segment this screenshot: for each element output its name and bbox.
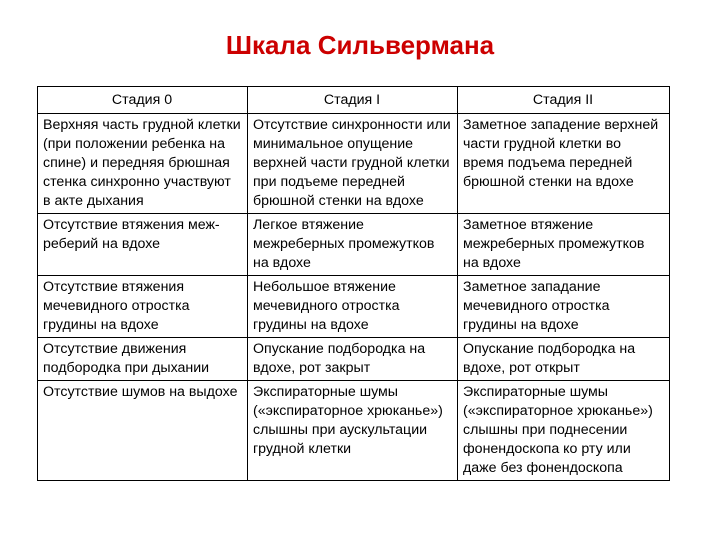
- table-cell: Заметное западение верхней части грудной клетки во время подъема передней брюшной стенки на вдохе: [458, 114, 670, 214]
- table-cell: Отсутствие шумов на выдохе: [38, 381, 248, 481]
- table-cell: Экспираторные шумы («экспираторное хрюканье») слышны при аускультации грудной клетки: [248, 381, 458, 481]
- table-row-chin: [38, 338, 670, 381]
- table-header-row: [38, 87, 670, 114]
- table-cell: Заметное втяжение межреберных промежутков на вдохе: [458, 214, 670, 276]
- header-stage-0: Стадия 0: [38, 87, 248, 114]
- table-cell: Небольшое втяжение мечевидного отростка грудины на вдохе: [248, 276, 458, 338]
- table-cell: Отсутствие втяжения меж-реберий на вдохе: [38, 214, 248, 276]
- page-title: Шкала Сильвермана: [225, 30, 495, 60]
- table-cell: Опускание подбородка на вдохе, рот закрыт: [248, 338, 458, 381]
- table-cell: Верхняя часть грудной клетки (при положении ребенка на спине) и передняя брюшная стенка синхронно участвуют в акте дыхания: [38, 114, 248, 214]
- table-cell: Опускание подбородка на вдохе, рот открыт: [458, 338, 670, 381]
- table-cell: Отсутствие синхронности или минимальное опущение верхней части грудной клетки при подъеме передней брюшной стенки на вдохе: [248, 114, 458, 214]
- table-row-expiratory-noise: [38, 381, 670, 481]
- table-row-intercostal: [38, 214, 670, 276]
- table-cell: Экспираторные шумы («экспираторное хрюканье») слышны при поднесении фонендоскопа ко рту или даже без фонендоскопа: [458, 381, 670, 481]
- header-stage-1: Стадия I: [248, 87, 458, 114]
- table-cell: Легкое втяжение межреберных промежутков на вдохе: [248, 214, 458, 276]
- table-cell: Отсутствие движения подбородка при дыхании: [38, 338, 248, 381]
- table-row-chest-movement: [38, 114, 670, 214]
- table-row-xiphoid: [38, 276, 670, 338]
- table-cell: Отсутствие втяжения мечевидного отростка грудины на вдохе: [38, 276, 248, 338]
- silverman-scale-table: [37, 86, 670, 481]
- table-cell: Заметное западание мечевидного отростка грудины на вдохе: [458, 276, 670, 338]
- header-stage-2: Стадия II: [458, 87, 670, 114]
